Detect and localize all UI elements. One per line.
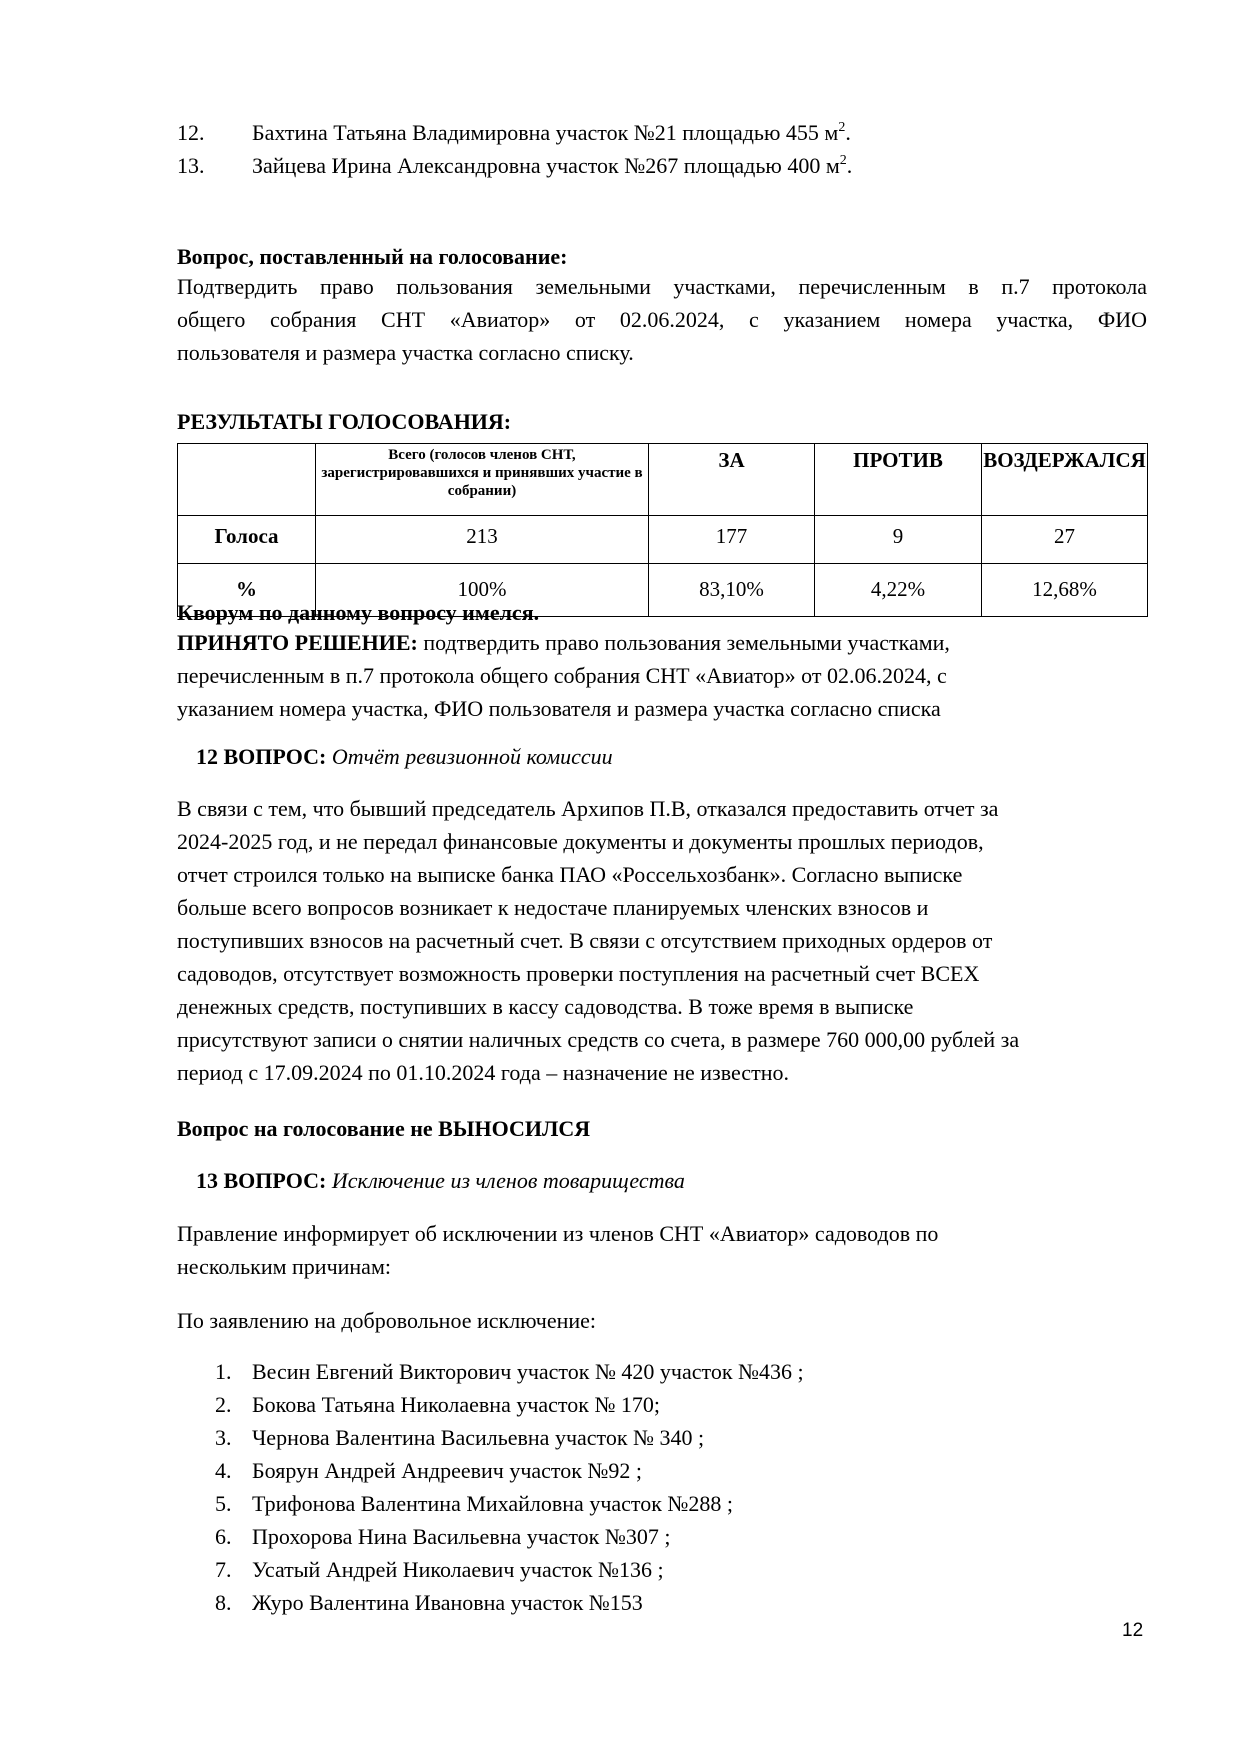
not-voted-statement: Вопрос на голосование не ВЫНОСИЛСЯ — [177, 1116, 591, 1141]
table-header-cell: ВОЗДЕРЖАЛСЯ — [982, 444, 1148, 516]
question-13-heading: 13 ВОПРОС: Исключение из членов товарищества — [196, 1168, 685, 1193]
list-item-number: 12. — [177, 120, 205, 145]
table-cell: 9 — [815, 516, 982, 564]
results-heading: РЕЗУЛЬТАТЫ ГОЛОСОВАНИЯ: — [177, 409, 512, 434]
participants-list — [177, 116, 1147, 182]
list-item-text: Зайцева Ирина Александровна участок №267 площадью 400 $м^2$. — [252, 153, 853, 178]
list-item-number: 13. — [177, 153, 205, 178]
question-12-heading: 12 ВОПРОС: Отчёт ревизионной комиссии — [196, 744, 613, 769]
list-item: 1. Весин Евгений Викторович участок № 420 участок №436 ; — [215, 1359, 804, 1384]
table-header-cell: ПРОТИВ — [815, 444, 982, 516]
voting-results-table — [177, 443, 1148, 617]
table-cell: 177 — [649, 516, 815, 564]
decision-label: ПРИНЯТО РЕШЕНИЕ: — [177, 630, 418, 655]
list-item: 7. Усатый Андрей Николаевич участок №136 ; — [215, 1557, 664, 1582]
table-cell: 83,10% — [649, 564, 815, 617]
table-cell: 100% — [316, 564, 649, 617]
table-header-cell: Всего (голосов членов СНТ, зарегистрировавшихся и принявших участие в собрании) — [316, 444, 649, 516]
list-item-text: Бахтина Татьяна Владимировна участок №21 площадью 455 $м^2$. — [252, 120, 851, 145]
page-number: 12 — [1122, 1620, 1144, 1641]
question-text: Подтвердить право пользования земельными участками, перечисленным в п.7 протокола общего собрания СНТ «Авиатор» от 02.06.2024, с указанием номера участка, ФИО пользователя и размера участка согласно списку. — [177, 274, 1147, 365]
table-cell: 4,22% — [815, 564, 982, 617]
table-cell: 27 — [982, 516, 1148, 564]
list-item: 2. Бокова Татьяна Николаевна участок № 170; — [215, 1392, 661, 1417]
question-heading: Вопрос, поставленный на голосование: — [177, 244, 568, 269]
table-header-row — [178, 444, 1148, 516]
table-row — [178, 516, 1148, 564]
quorum-statement: Кворум по данному вопросу имелся. — [177, 600, 540, 625]
row-label: % — [178, 564, 316, 617]
list-item: 4. Боярун Андрей Андреевич участок №92 ; — [215, 1458, 643, 1483]
row-label: Голоса — [178, 516, 316, 564]
list-item — [177, 149, 1147, 182]
list-item: 3. Чернова Валентина Васильевна участок № 340 ; — [215, 1425, 705, 1450]
table-header-cell — [178, 444, 316, 516]
decision-text: ПРИНЯТО РЕШЕНИЕ: подтвердить право пользования земельными участками, перечисленным в п.7 протокола общего собрания СНТ «Авиатор» от 02.06.2024, с указанием номера участка, ФИО пользователя и размера участка согласно списка — [177, 630, 950, 721]
voluntary-heading: По заявлению на добровольное исключение: — [177, 1308, 597, 1333]
table-cell: 213 — [316, 516, 649, 564]
table-cell: 12,68% — [982, 564, 1148, 617]
question-12-text: В связи с тем, что бывший председатель Архипов П.В, отказался предоставить отчет за 2024-2025 год, и не передал финансовые документы и документы прошлых периодов, отчет строился только на выписке банка ПАО «Россельхозбанк». Согласно выписке больше всего вопросов возникает к недостаче планируемых членских взносов и поступивших взносов на расчетный счет. В связи с отсутствием приходных ордеров от садоводов, отсутствует возможность проверки поступления на расчетный счет ВСЕХ денежных средств, поступивших в кассу садоводства. В тоже время в выписке присутствуют записи о снятии наличных средств со счета, в размере 760 000,00 рублей за период с 17.09.2024 по 01.10.2024 года – назначение не известно. — [177, 796, 1020, 1085]
list-item — [177, 116, 1147, 149]
list-item: 5. Трифонова Валентина Михайловна участок №288 ; — [215, 1491, 734, 1516]
list-item: 8. Журо Валентина Ивановна участок №153 — [215, 1590, 643, 1615]
list-item: 6. Прохорова Нина Васильевна участок №307 ; — [215, 1524, 671, 1549]
question-13-text: Правление информирует об исключении из членов СНТ «Авиатор» садоводов по нескольким причинам: — [177, 1221, 939, 1279]
exclusion-list — [177, 1355, 1147, 1619]
table-header-cell: ЗА — [649, 444, 815, 516]
